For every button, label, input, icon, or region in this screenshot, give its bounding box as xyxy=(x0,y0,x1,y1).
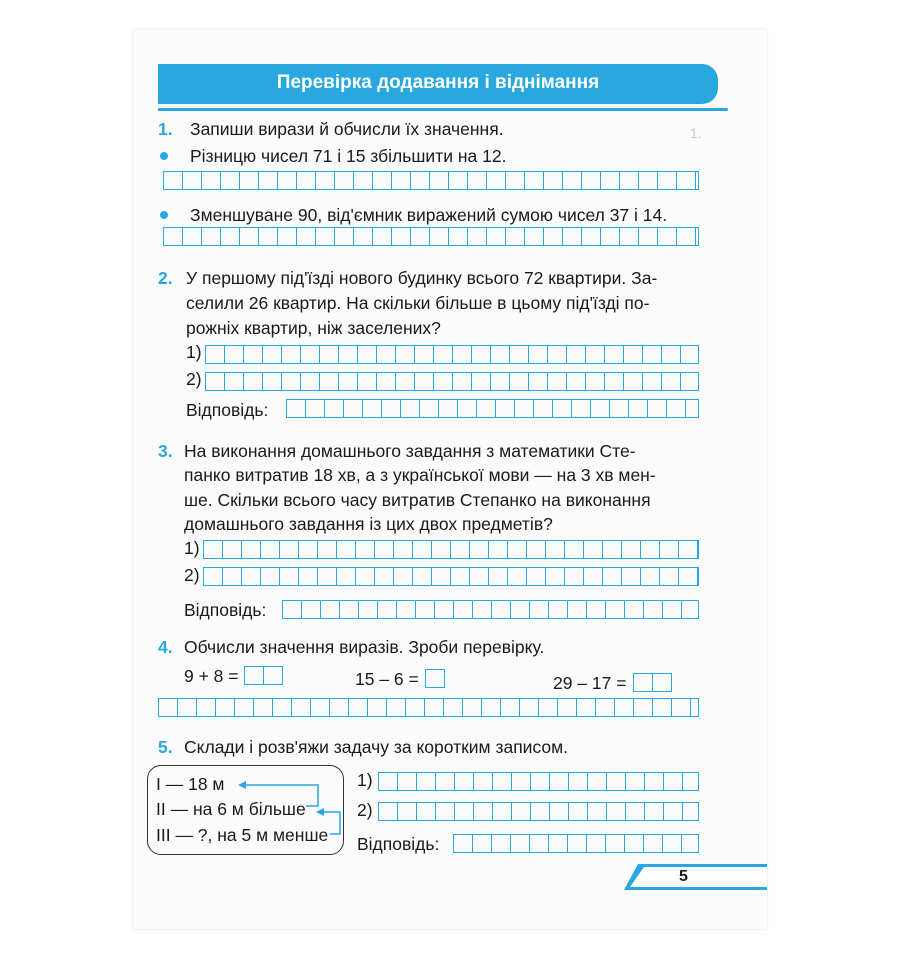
expression: 29 – 17 = xyxy=(553,673,627,693)
step-label: 1) xyxy=(184,538,200,558)
step-label: 2) xyxy=(186,369,202,389)
task-text: Різницю чисел 71 і 15 збільшити на 12. xyxy=(190,146,507,166)
note-row: III — ?, на 5 м менше xyxy=(156,825,329,845)
task-text: Зменшуване 90, від'ємник виражений сумою чисел 37 і 14. xyxy=(190,205,668,225)
expression: 9 + 8 = xyxy=(184,666,239,686)
task-number: 5. xyxy=(158,737,173,757)
page-number: 5 xyxy=(679,868,688,885)
task-text: Склади і розв'яжи задачу за коротким записом. xyxy=(184,737,569,757)
task-text: ше. Скільки всього часу витратив Степанко на виконання xyxy=(184,490,651,510)
task-text: домашнього завдання із цих двох предметів? xyxy=(184,514,553,534)
bleed-through-text: 1. xyxy=(690,125,702,141)
task-text: У першому під'їзді нового будинку всього 72 квартири. За- xyxy=(186,268,658,288)
task-text: рожніх квартир, ніж заселених? xyxy=(186,318,441,338)
answer-label: Відповідь: xyxy=(186,400,269,420)
note-row: I — 18 м xyxy=(156,774,225,794)
note-row: II — на 6 м більше xyxy=(156,799,306,819)
answer-label: Відповідь: xyxy=(357,834,440,854)
task-text: панко витратив 18 хв, а з української мови — на 3 хв мен- xyxy=(184,465,656,485)
page-title: Перевірка додавання і віднімання xyxy=(276,72,600,93)
answer-grid[interactable] xyxy=(453,834,699,853)
page-number-tab xyxy=(624,864,767,890)
task-number: 1. xyxy=(158,119,173,139)
step-label: 2) xyxy=(357,800,373,820)
step-label: 1) xyxy=(186,342,202,362)
task-text: селили 26 квартир. На скільки більше в цьому під'їзді по- xyxy=(186,293,650,313)
task-text: Запиши вирази й обчисли їх значення. xyxy=(190,119,504,139)
answer-grid[interactable] xyxy=(378,802,699,821)
expression: 15 – 6 = xyxy=(355,669,419,689)
task-number: 2. xyxy=(158,268,173,288)
answer-grid[interactable] xyxy=(378,772,699,791)
task-number: 3. xyxy=(158,441,173,461)
task-number: 4. xyxy=(158,637,173,657)
step-label: 2) xyxy=(184,565,200,585)
answer-label: Відповідь: xyxy=(184,600,267,620)
task-text: Обчисли значення виразів. Зроби перевірку. xyxy=(184,637,545,657)
step-label: 1) xyxy=(357,770,373,790)
task-text: На виконання домашнього завдання з математики Сте- xyxy=(184,441,636,461)
